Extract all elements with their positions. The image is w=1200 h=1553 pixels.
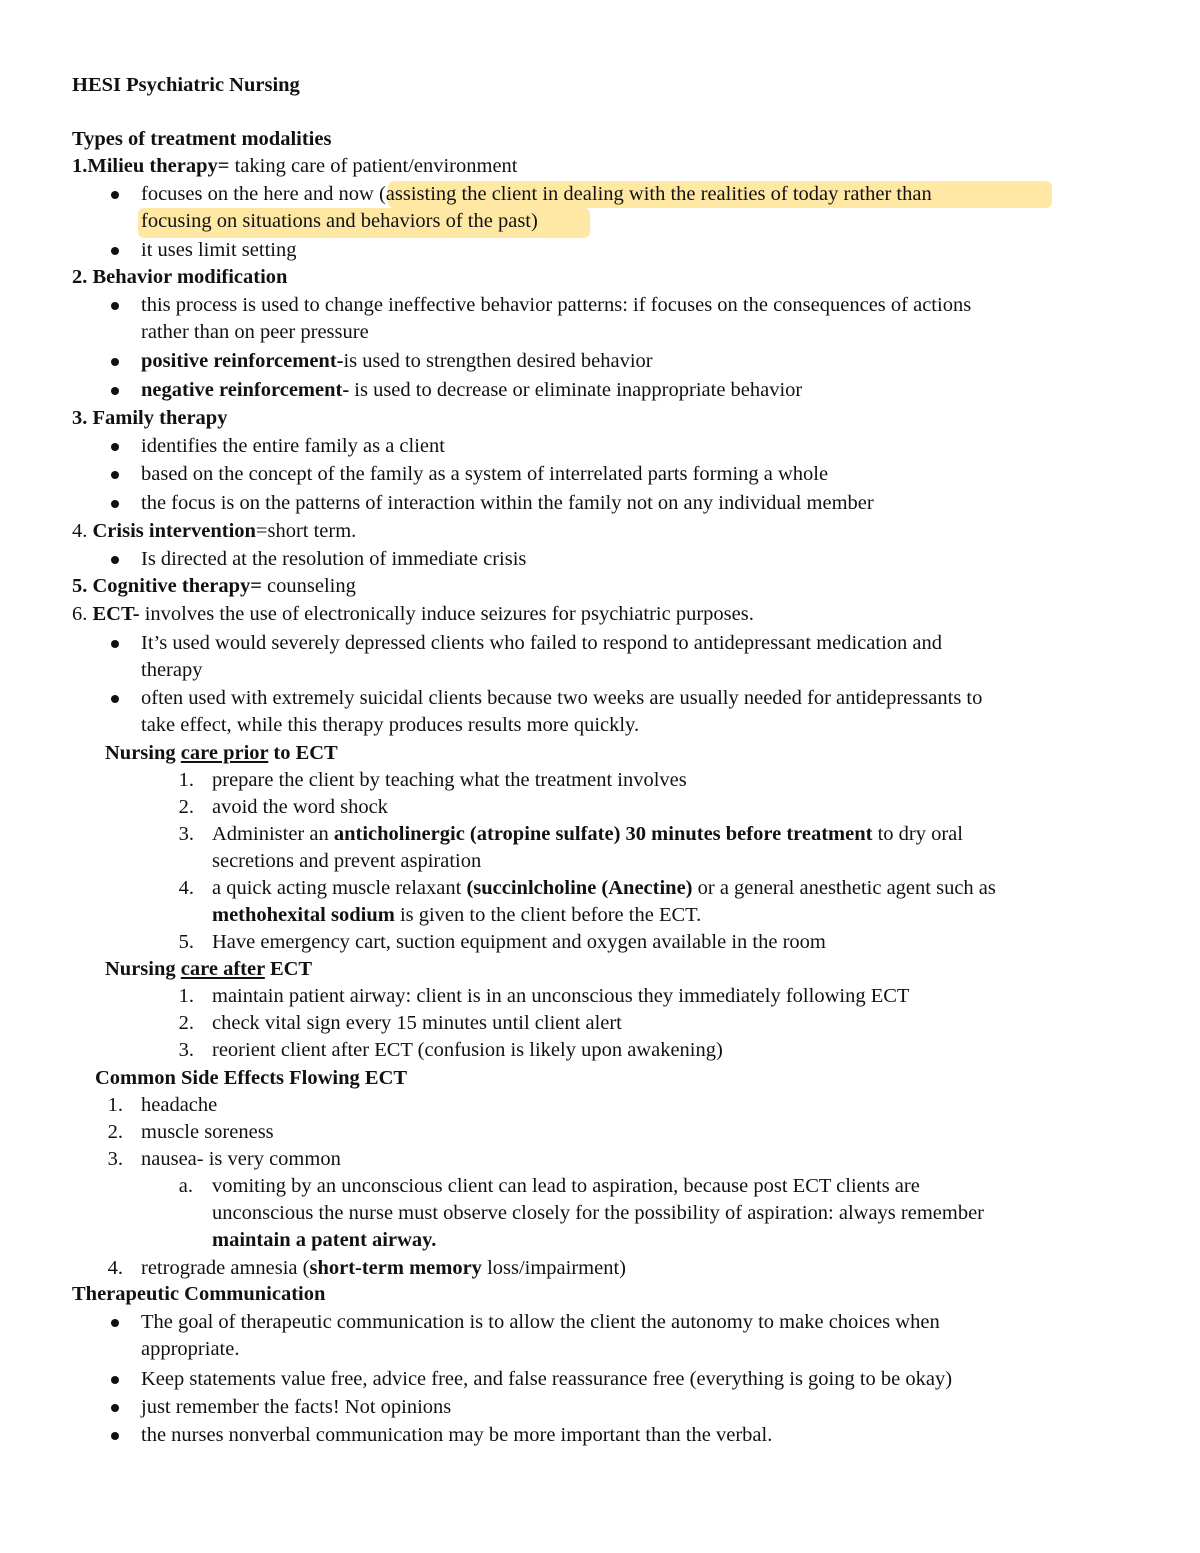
nursing-care-after-heading: Nursing care after ECT — [105, 958, 313, 980]
bullet-icon — [111, 247, 119, 255]
list-number: 1. — [178, 769, 194, 791]
list-item: Is directed at the resolution of immediate crisis — [141, 548, 527, 570]
nursing-care-prior-heading: Nursing care prior to ECT — [105, 742, 338, 764]
list-number: 3. — [107, 1148, 123, 1170]
list-item: based on the concept of the family as a system of interrelated parts forming a whole — [141, 463, 829, 485]
list-number: 4. — [178, 877, 194, 899]
list-item-continuation: unconscious the nurse must observe closely for the possibility of aspiration: always remember — [212, 1202, 984, 1224]
list-item: Keep statements value free, advice free, and false reassurance free (everything is going to be okay) — [141, 1368, 953, 1390]
therapeutic-communication-heading: Therapeutic Communication — [72, 1283, 326, 1305]
list-letter: a. — [178, 1175, 193, 1197]
bullet-icon — [111, 1432, 119, 1440]
list-item-continuation: rather than on peer pressure — [141, 321, 369, 343]
bullet-icon — [111, 358, 119, 366]
behavior-modification-heading: 2. Behavior modification — [72, 266, 288, 288]
list-item: The goal of therapeutic communication is to allow the client the autonomy to make choices when — [141, 1311, 940, 1333]
bullet-icon — [111, 191, 119, 199]
milieu-therapy-line: 1.Milieu therapy= taking care of patient/environment — [72, 155, 518, 177]
list-number: 4. — [107, 1257, 123, 1279]
list-item: prepare the client by teaching what the treatment involves — [212, 769, 687, 791]
list-number: 2. — [107, 1121, 123, 1143]
bullet-icon — [111, 471, 119, 479]
bullet-icon — [111, 556, 119, 564]
cognitive-therapy-line: 5. Cognitive therapy= counseling — [72, 575, 356, 597]
bullet-icon — [111, 500, 119, 508]
list-item: the focus is on the patterns of interaction within the family not on any individual member — [141, 492, 874, 514]
list-item-continuation: appropriate. — [141, 1338, 240, 1360]
list-item: headache — [141, 1094, 218, 1116]
list-item: a quick acting muscle relaxant (succinlcholine (Anectine) or a general anesthetic agent such as — [212, 877, 996, 899]
list-number: 1. — [178, 985, 194, 1007]
list-item: positive reinforcement-is used to strengthen desired behavior — [141, 350, 653, 372]
ect-line: 6. ECT- involves the use of electronically induce seizures for psychiatric purposes. — [72, 603, 754, 625]
list-item: Administer an anticholinergic (atropine sulfate) 30 minutes before treatment to dry oral — [212, 823, 963, 845]
bullet-icon — [111, 387, 119, 395]
bullet-icon — [111, 695, 119, 703]
list-item-continuation: methohexital sodium is given to the client before the ECT. — [212, 904, 702, 926]
doc-title: HESI Psychiatric Nursing — [72, 74, 300, 96]
list-item: the nurses nonverbal communication may be more important than the verbal. — [141, 1424, 773, 1446]
bullet-icon — [111, 302, 119, 310]
list-item: it uses limit setting — [141, 239, 297, 261]
list-item: negative reinforcement- is used to decrease or eliminate inappropriate behavior — [141, 379, 803, 401]
list-item: Have emergency cart, suction equipment and oxygen available in the room — [212, 931, 826, 953]
list-item: avoid the word shock — [212, 796, 388, 818]
list-item-continuation: focusing on situations and behaviors of the past) — [141, 210, 538, 232]
list-item: this process is used to change ineffective behavior patterns: if focuses on the consequences of actions — [141, 294, 972, 316]
list-number: 1. — [107, 1094, 123, 1116]
bullet-icon — [111, 1376, 119, 1384]
list-item: It’s used would severely depressed clients who failed to respond to antidepressant medication and — [141, 632, 942, 654]
list-item-continuation: maintain a patent airway. — [212, 1229, 437, 1251]
bullet-icon — [111, 443, 119, 451]
list-item-continuation: therapy — [141, 659, 203, 681]
list-number: 3. — [178, 823, 194, 845]
side-effects-heading: Common Side Effects Flowing ECT — [95, 1067, 408, 1089]
list-item-continuation: secretions and prevent aspiration — [212, 850, 482, 872]
list-item: identifies the entire family as a client — [141, 435, 445, 457]
list-item: vomiting by an unconscious client can lead to aspiration, because post ECT clients are — [212, 1175, 920, 1197]
family-therapy-heading: 3. Family therapy — [72, 407, 228, 429]
list-item: retrograde amnesia (short-term memory loss/impairment) — [141, 1257, 626, 1279]
bullet-icon — [111, 1404, 119, 1412]
list-item: check vital sign every 15 minutes until client alert — [212, 1012, 622, 1034]
section-heading: Types of treatment modalities — [72, 128, 332, 150]
list-item-continuation: take effect, while this therapy produces results more quickly. — [141, 714, 640, 736]
list-item: just remember the facts! Not opinions — [141, 1396, 452, 1418]
list-item: focuses on the here and now (assisting the client in dealing with the realities of today rather than — [141, 183, 932, 205]
list-number: 5. — [178, 931, 194, 953]
list-item: maintain patient airway: client is in an unconscious they immediately following ECT — [212, 985, 910, 1007]
bullet-icon — [111, 640, 119, 648]
crisis-intervention-line: 4. Crisis intervention=short term. — [72, 520, 357, 542]
list-item: muscle soreness — [141, 1121, 274, 1143]
list-item: reorient client after ECT (confusion is likely upon awakening) — [212, 1039, 723, 1061]
list-number: 2. — [178, 796, 194, 818]
list-item: often used with extremely suicidal clients because two weeks are usually needed for antidepressants to — [141, 687, 983, 709]
bullet-icon — [111, 1319, 119, 1327]
list-number: 3. — [178, 1039, 194, 1061]
list-number: 2. — [178, 1012, 194, 1034]
list-item: nausea- is very common — [141, 1148, 341, 1170]
